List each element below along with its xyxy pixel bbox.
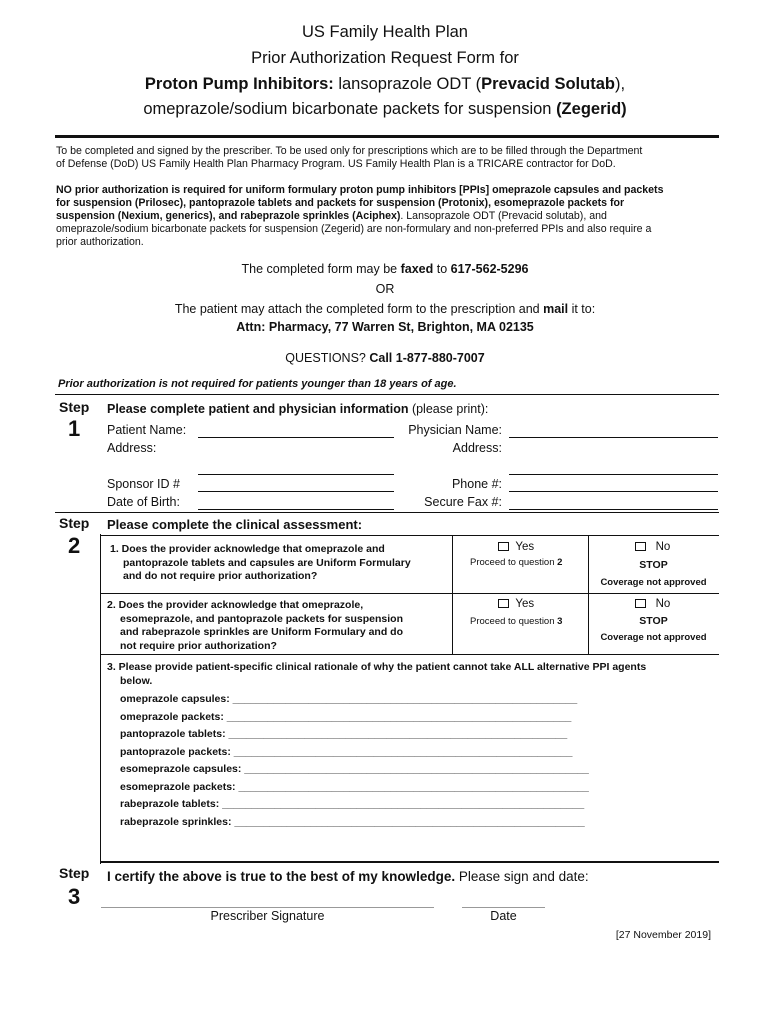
question-1 [110,543,450,584]
q1-yes-label: Yes [515,541,535,553]
step3-number: 3 [68,884,81,909]
q2-no-checkbox[interactable] [635,599,646,608]
notice-plain: . Lansoprazole ODT (Prevacid solutab), and [400,210,607,222]
intro-line1: To be completed and signed by the prescriber. To be used only for prescriptions which are to be filled through the Department [56,145,643,157]
sponsor-id-label: Sponsor ID # [107,477,180,491]
brand-name: Prevacid Solutab [481,75,615,93]
q2-line3: and rabeprazole sprinkles are Uniform Formulary and do [120,626,403,638]
step1-label: Step [59,399,90,415]
mail-address: Attn: Pharmacy, 77 Warren St, Brighton, MA 02135 [236,320,534,334]
patient-address-field[interactable] [198,474,394,475]
q1-yes-checkbox[interactable] [498,542,509,551]
intro-text [56,145,726,171]
dob-label: Date of Birth: [107,495,180,509]
q2-proceed-num: 3 [557,616,563,627]
q1-proceed-text: Proceed to question [470,557,558,568]
step1-heading [107,402,488,416]
q2-line2: esomeprazole, and pantoprazole packets for suspension [120,612,403,625]
q1-proceed-num: 2 [557,557,563,568]
physician-address-label: Address: [452,441,502,455]
form-title-line3 [0,74,770,94]
patient-name-field[interactable] [198,437,394,438]
secure-fax-label: Secure Fax #: [424,495,502,509]
q2-proceed-text: Proceed to question [470,616,558,627]
certify-bold: I certify the above is true to the best of my knowledge. [107,869,456,884]
drug-class: Proton Pump Inhibitors: [144,75,334,93]
q1-stop: STOP [639,559,668,571]
q3-line1: 3. Please provide patient-specific clinical rationale of why the patient cannot take ALL alternative PPI agents [107,661,647,673]
title-punct: ), [614,75,626,93]
yes-col-divider [452,535,453,654]
dob-field[interactable] [198,509,394,510]
patient-address-label: Address: [107,441,157,455]
date-field[interactable] [462,907,545,908]
step1-heading-bold: Please complete patient and physician information [107,402,409,416]
mail-post: it to: [568,302,596,316]
rationale-rabeprazole-tablets[interactable]: rabeprazole tablets: ______________________________________________________________ [120,798,585,810]
question-2 [107,599,452,653]
q1-bottom-rule [100,593,719,594]
q2-no-option[interactable] [635,598,670,610]
step3-rule [100,861,719,863]
q1-coverage: Coverage not approved [600,577,707,588]
phone-label: Phone #: [451,477,502,491]
rationale-esomeprazole-capsules[interactable]: esomeprazole capsules: ___________________________________________________________ [120,763,589,775]
signature-field[interactable] [101,907,434,908]
q1-yes-option[interactable] [498,541,534,553]
physician-name-label: Physician Name: [408,423,502,437]
q2-line1: 2. Does the provider acknowledge that omeprazole, [107,599,364,611]
rationale-esomeprazole-packets[interactable]: esomeprazole packets: ____________________________________________________________ [120,780,589,793]
mail-instructions [0,302,770,316]
rationale-rabeprazole-sprinkles[interactable]: rabeprazole sprinkles: ____________________________________________________________ [120,815,585,828]
rationale-pantoprazole-packets[interactable]: pantoprazole packets: __________________________________________________________ [120,745,573,758]
date-label: Date [490,909,517,923]
q2-no-label: No [655,598,671,610]
certify-plain: Please sign and date: [455,869,589,884]
q1-no-option[interactable] [635,541,670,553]
q1-line3: and do not require prior authorization? [123,570,318,582]
step1-rule [55,394,719,395]
q2-yes-checkbox[interactable] [498,599,509,608]
step2-label: Step [59,515,90,531]
fax-number: 617-562-5296 [450,262,529,276]
q2-bottom-rule [100,654,719,655]
form-title-line4 [0,99,770,119]
q2-yes-option[interactable] [498,598,534,610]
physician-address-field[interactable] [509,474,718,475]
q1-line1: 1. Does the provider acknowledge that omeprazole and [110,543,385,555]
notice-line2: for suspension (Prilosec), pantoprazole tablets and packets for suspension (Protonix), esomeprazole packets for [56,197,625,209]
step2-rule [55,512,719,513]
question-3 [107,661,717,688]
q2-yes-label: Yes [515,598,535,610]
q1-no-label: No [655,541,671,553]
step2-heading: Please complete the clinical assessment: [107,517,363,532]
notice-line4: omeprazole/sodium bicarbonate packets for suspension (Zegerid) are non-formulary and non-preferred PPIs and also require a [56,223,652,235]
step1-number: 1 [68,416,81,441]
ppi-rationale-list [120,691,715,831]
q3-line2: below. [120,674,153,687]
notice-line3 [56,210,726,223]
mail-pre: The patient may attach the completed form to the prescription and [174,302,544,316]
fax-instructions [0,262,770,276]
brand-name-2: (Zegerid) [556,100,627,118]
questions-line [0,351,770,365]
step3-label: Step [59,865,90,881]
mail-word: mail [543,302,569,316]
step1-heading-plain: (please print): [408,402,489,416]
questions-label: QUESTIONS? [285,351,370,365]
q1-no-checkbox[interactable] [635,542,646,551]
drug-name: lansoprazole ODT ( [333,75,482,93]
fax-to: to [433,262,451,276]
rationale-omeprazole-capsules[interactable]: omeprazole capsules: ___________________________________________________________ [120,693,578,705]
fax-word: faxed [400,262,434,276]
notice-text [56,184,726,249]
form-title-line2: Prior Authorization Request Form for [251,49,519,67]
q2-line4: not require prior authorization? [120,639,277,652]
q2-coverage: Coverage not approved [600,632,707,643]
age-note: Prior authorization is not required for patients younger than 18 years of age. [58,378,457,390]
certification [107,869,589,884]
rationale-pantoprazole-tablets[interactable]: pantoprazole tablets: __________________________________________________________ [120,728,568,740]
q1-proceed [470,557,562,568]
intro-line2: of Defense (DoD) US Family Health Plan Pharmacy Program. US Family Health Plan is a TRICARE contractor for DoD. [56,158,616,170]
form-title-line1: US Family Health Plan [302,23,468,41]
patient-name-label: Patient Name: [107,423,187,437]
q1-line2: pantoprazole tablets and capsules are Uniform Formulary [123,556,411,569]
questions-phone: Call 1-877-880-7007 [369,351,485,365]
phone-field[interactable] [509,491,718,492]
notice-line1: NO prior authorization is required for uniform formulary proton pump inhibitors [PPIs] omeprazole capsules and packets [56,184,664,196]
rationale-omeprazole-packets[interactable]: omeprazole packets: ___________________________________________________________ [120,710,572,723]
step2-number: 2 [68,533,81,558]
notice-bold: suspension (Nexium, generics), and rabeprazole sprinkles (Aciphex) [56,210,401,222]
sponsor-id-field[interactable] [198,491,394,492]
assessment-top-rule [100,535,719,536]
notice-line5: prior authorization. [56,236,144,248]
signature-label: Prescriber Signature [210,909,325,923]
drug-name-2: omeprazole/sodium bicarbonate packets for suspension [143,100,557,118]
secure-fax-field[interactable] [509,509,718,510]
header-rule [55,135,719,138]
form-version: [27 November 2019] [615,929,711,941]
q2-stop: STOP [639,615,668,627]
q2-proceed [470,616,562,627]
fax-pre: The completed form may be [241,262,401,276]
or-text: OR [375,282,395,296]
physician-name-field[interactable] [509,437,718,438]
